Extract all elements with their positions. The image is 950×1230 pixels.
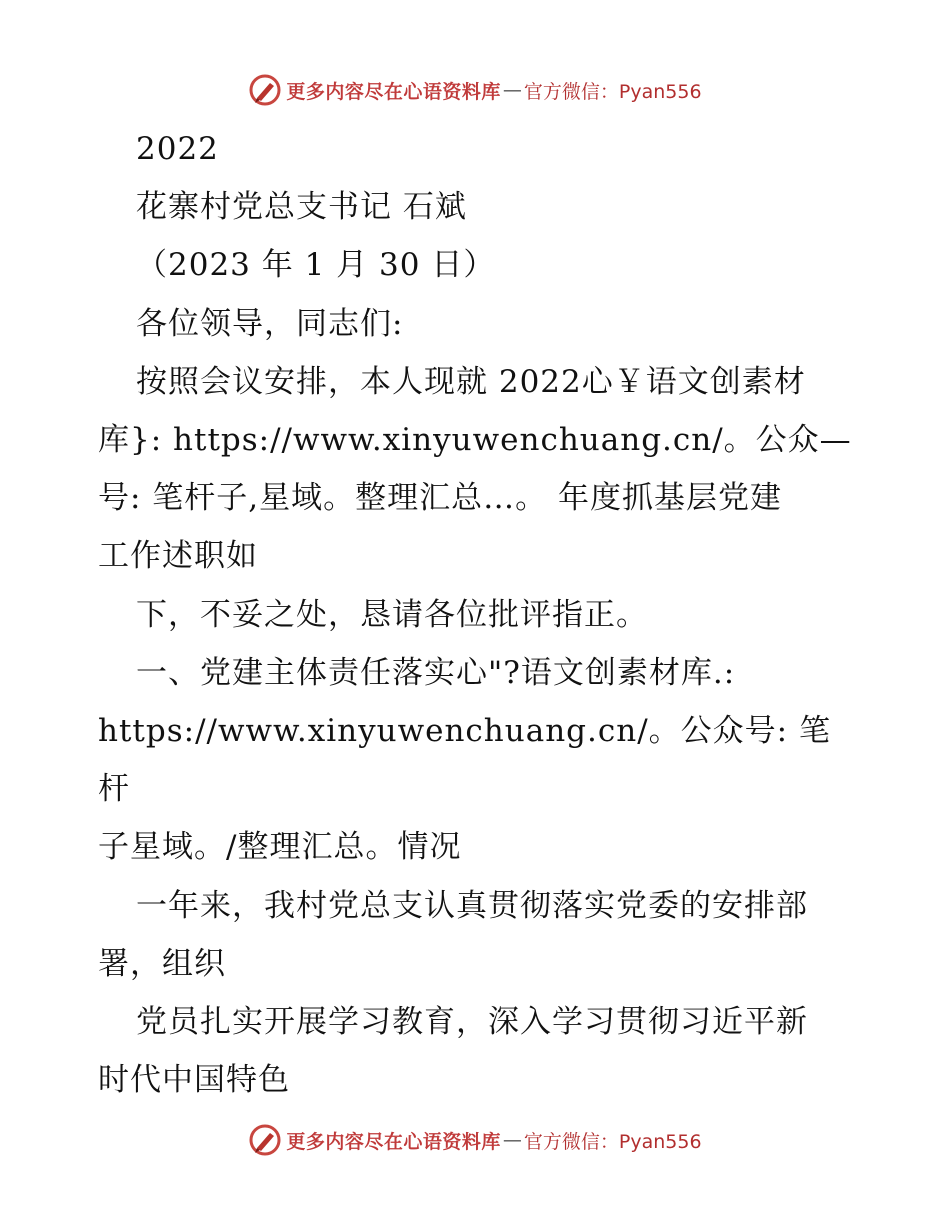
pen-logo-icon — [248, 73, 282, 107]
banner-contact: 官方微信：Pyan556 — [523, 1130, 702, 1153]
pen-logo-icon — [248, 1123, 282, 1157]
doc-line: 署，组织 — [98, 945, 226, 982]
doc-line: 党员扎实开展学习教育，深入学习贯彻习近平新 — [136, 1004, 808, 1041]
doc-section-heading: 一、党建主体责任落实心"?语文创素材库.: — [136, 654, 736, 691]
doc-line: 号: 笔杆子,星域。整理汇总…。 年度抓基层党建 — [98, 480, 783, 517]
banner-separator: — — [502, 1129, 522, 1151]
doc-salutation: 各位领导，同志们: — [136, 305, 404, 342]
doc-date: （2023 年 1 月 30 日） — [136, 247, 496, 284]
doc-line: 工作述职如 — [98, 538, 258, 575]
banner-text: 更多内容尽在心语资料库 — [286, 1130, 501, 1153]
doc-line: 按照会议安排，本人现就 2022心￥语文创素材 — [136, 363, 806, 400]
header-watermark — [0, 70, 950, 110]
doc-line: 库}: https://www.xinyuwenchuang.cn/。公众— — [98, 422, 852, 459]
doc-line: 时代中国特色 — [98, 1062, 290, 1099]
doc-line: https://www.xinyuwenchuang.cn/。公众号: 笔杆 — [98, 713, 831, 808]
doc-line: 子星域。/整理汇总。情况 — [98, 829, 462, 866]
banner-text: 更多内容尽在心语资料库 — [286, 80, 501, 103]
doc-author: 花寨村党总支书记 石斌 — [136, 189, 467, 226]
banner-contact: 官方微信：Pyan556 — [523, 80, 702, 103]
doc-year: 2022 — [136, 131, 219, 167]
banner-separator: — — [502, 79, 522, 101]
doc-line: 下，不妥之处，恳请各位批评指正。 — [136, 596, 648, 633]
document-body — [98, 120, 858, 1109]
footer-watermark — [0, 1120, 950, 1160]
doc-line: 一年来，我村党总支认真贯彻落实党委的安排部 — [136, 887, 808, 924]
